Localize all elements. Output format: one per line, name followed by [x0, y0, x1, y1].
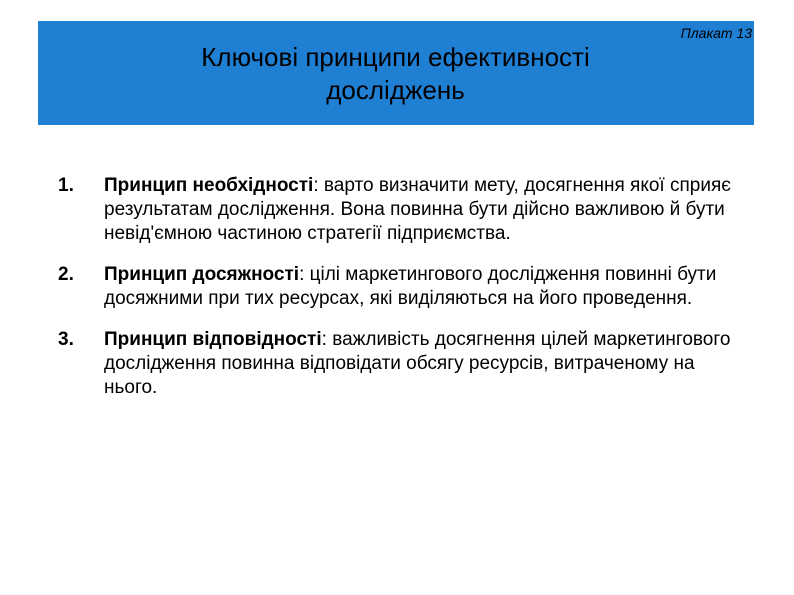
item-term: Принцип необхідності — [104, 175, 314, 196]
title-line-2: досліджень — [326, 75, 465, 105]
item-description: : цілі маркетингового дослідження повинні бути досяжними при тих ресурсах, які виділяються на його проведення. — [104, 264, 717, 309]
poster-label: Плакат 13 — [680, 25, 752, 41]
item-number: 2. — [58, 264, 74, 285]
title-line-1: Ключові принципи ефективності — [201, 42, 590, 72]
item-number: 3. — [58, 329, 74, 350]
item-description: : варто визначити мету, досягнення якої сприяє результатам дослідження. Вона повинна бути дійсно важливою й бути невід'ємною частиною стратегії підприємства. — [104, 175, 731, 244]
list-item — [58, 263, 748, 311]
list-item — [58, 174, 748, 246]
item-term: Принцип відповідності — [104, 329, 322, 350]
item-description: : важливість досягнення цілей маркетингового дослідження повинна відповідати обсягу ресурсів, витраченому на нього. — [104, 329, 731, 398]
page-title — [38, 41, 753, 107]
list-item — [58, 328, 748, 400]
item-term: Принцип досяжності — [104, 264, 300, 285]
item-number: 1. — [58, 175, 74, 196]
header-banner — [38, 21, 754, 125]
principles-list — [58, 174, 748, 400]
